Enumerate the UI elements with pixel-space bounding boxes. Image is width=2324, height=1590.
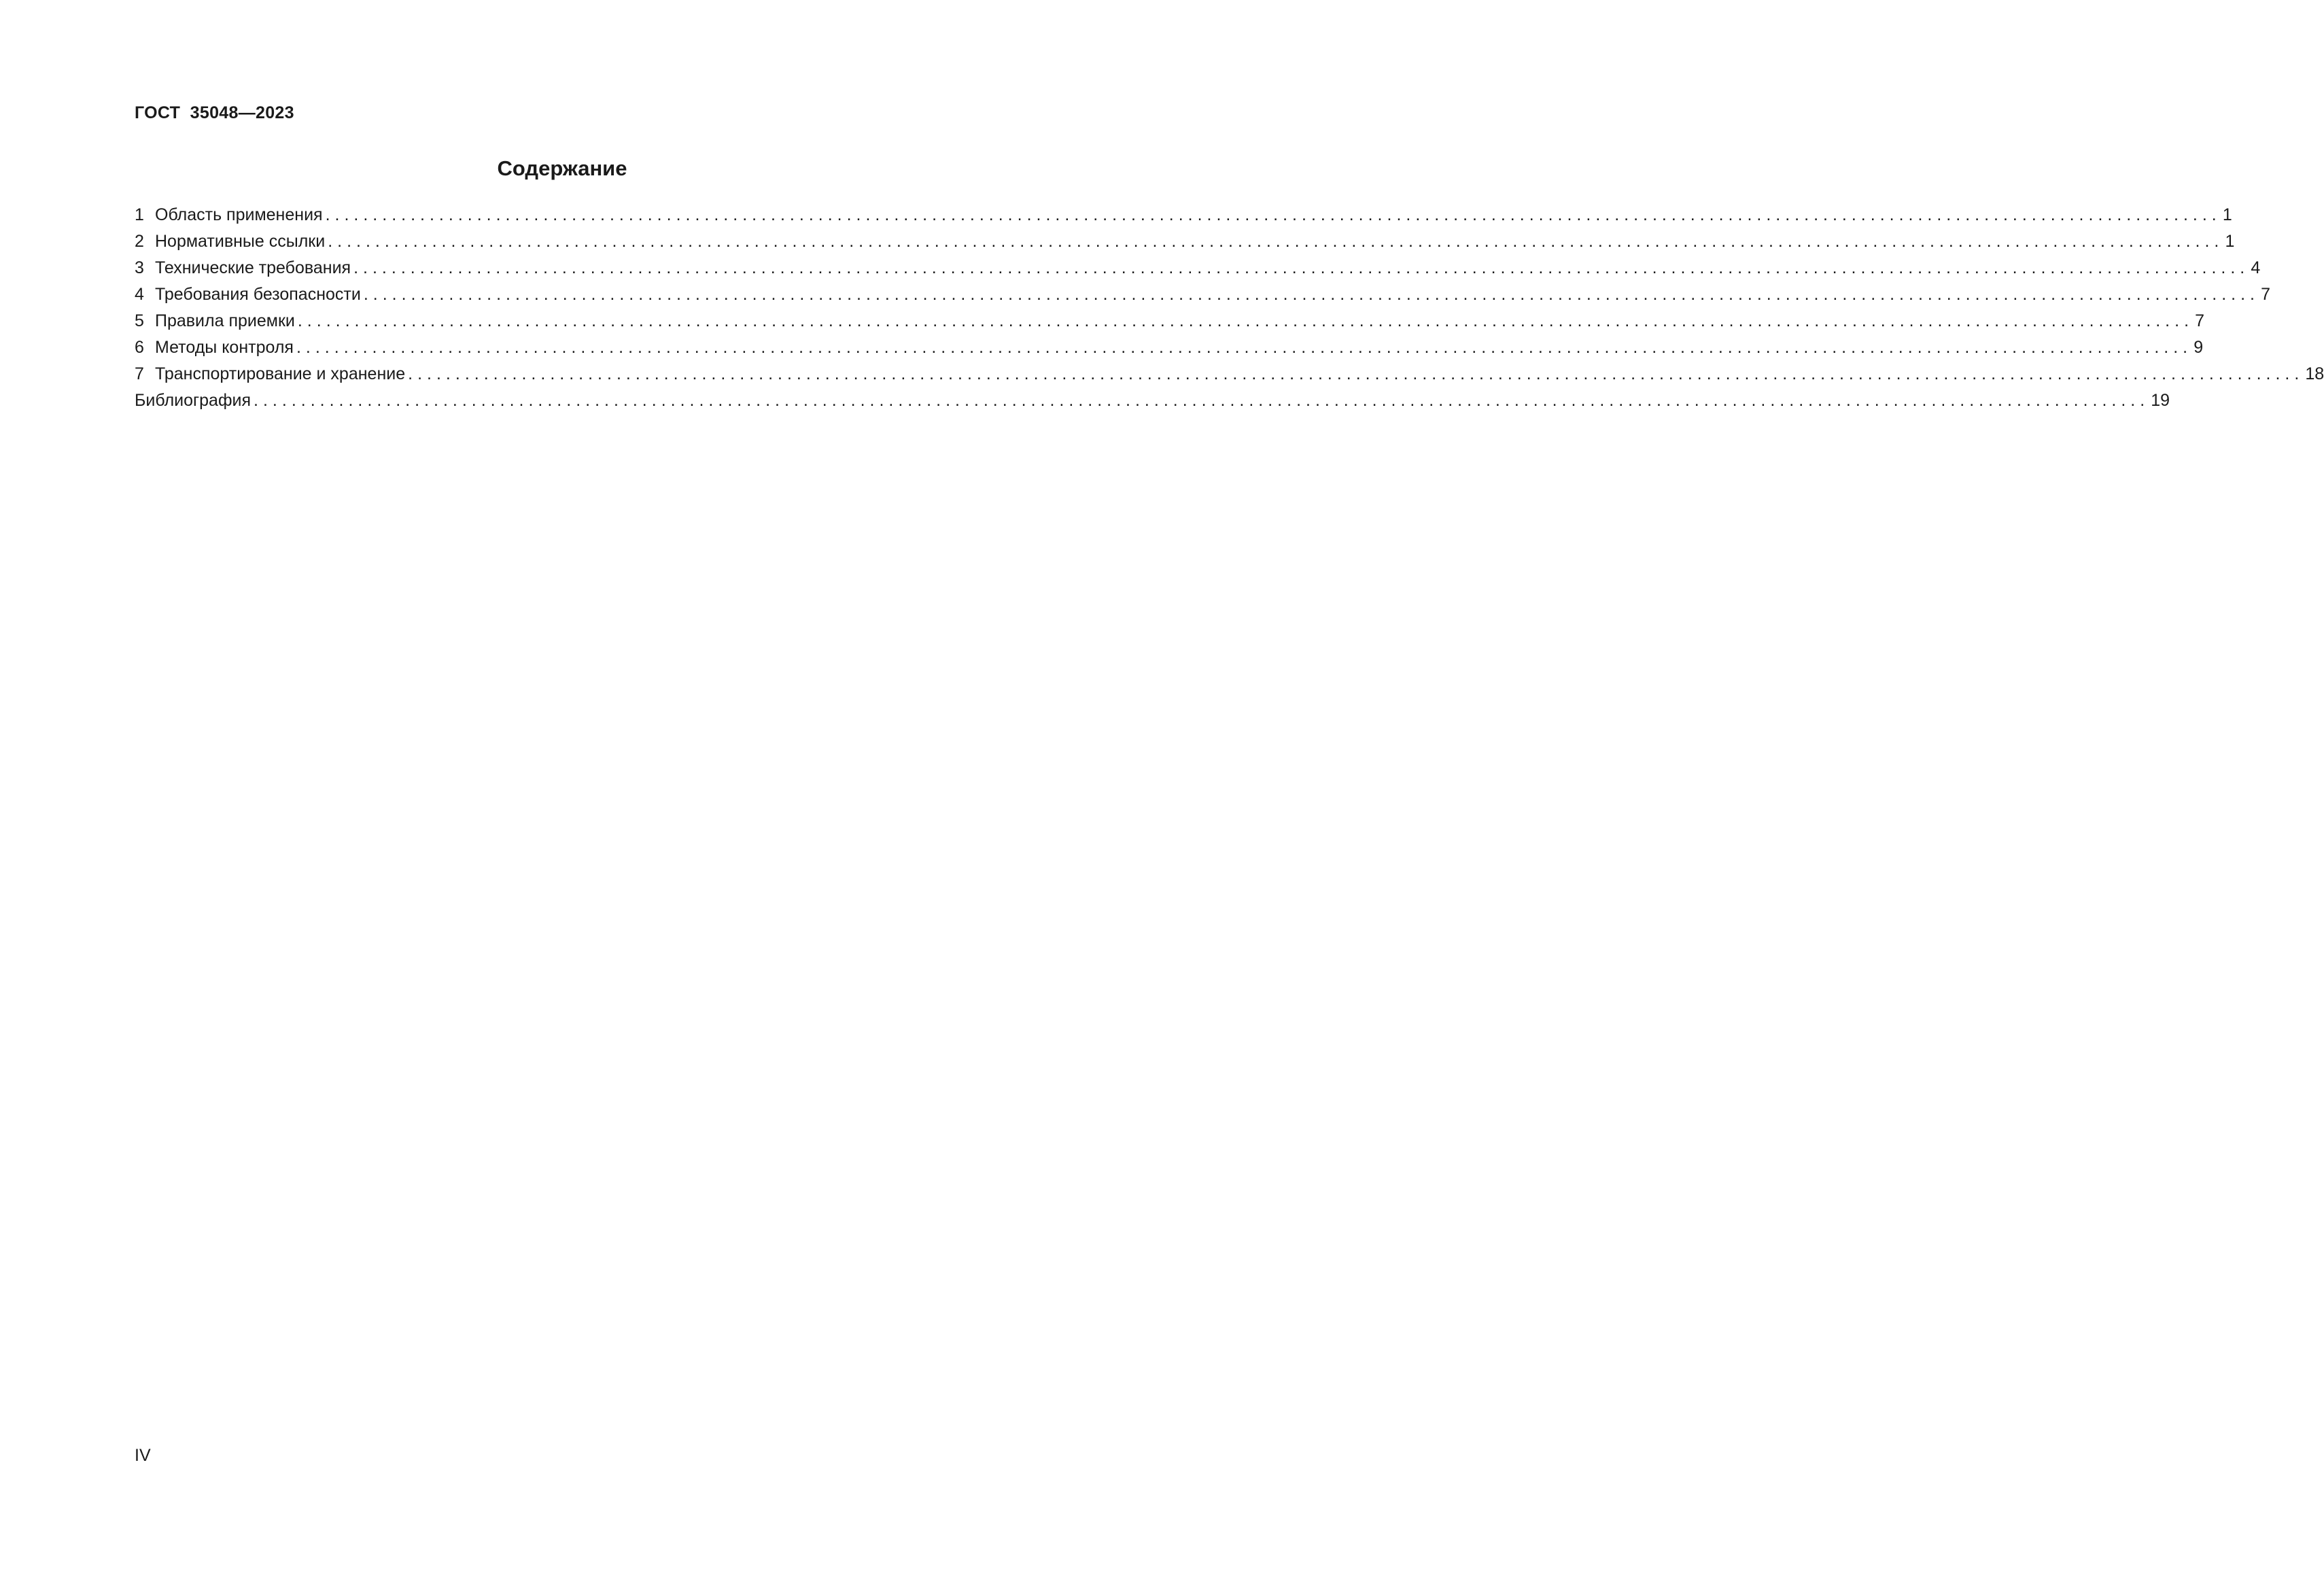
toc-entry-label: Транспортирование и хранение bbox=[155, 364, 406, 383]
toc-entry-label: Правила приемки bbox=[155, 311, 295, 330]
toc-title: Содержание bbox=[497, 156, 627, 180]
dot-leader: ........................................................................................................................................................................................................ bbox=[325, 205, 2221, 224]
dot-leader: ........................................................................................................................................................................................................ bbox=[363, 285, 2259, 304]
toc-entry-1[interactable] bbox=[135, 202, 2232, 228]
toc-entry-7[interactable] bbox=[135, 361, 2324, 387]
toc-entry-label: Требования безопасности bbox=[155, 285, 361, 304]
toc-entry-number: 5 bbox=[135, 311, 144, 330]
toc-entry-number: 1 bbox=[135, 205, 144, 224]
toc-entry-page: 4 bbox=[2251, 258, 2261, 277]
table-of-contents bbox=[135, 202, 2324, 414]
dot-leader: ........................................................................................................................................................................................................ bbox=[254, 391, 2150, 410]
dot-leader: ........................................................................................................................................................................................................ bbox=[328, 232, 2224, 251]
dot-leader: ........................................................................................................................................................................................................ bbox=[408, 364, 2304, 383]
toc-entry-label: Библиография bbox=[135, 391, 252, 410]
toc-entry-label: Область применения bbox=[155, 205, 323, 224]
toc-entry-4[interactable] bbox=[135, 281, 2270, 308]
toc-entry-label: Методы контроля bbox=[155, 338, 294, 357]
toc-entry-number: 4 bbox=[135, 285, 144, 304]
toc-entry-number: 7 bbox=[135, 364, 144, 383]
toc-entry-6[interactable] bbox=[135, 334, 2204, 361]
toc-entry-5[interactable] bbox=[135, 308, 2205, 334]
toc-entry-page: 1 bbox=[2222, 205, 2232, 224]
page-number: IV bbox=[135, 1446, 151, 1465]
toc-entry-bibliography[interactable] bbox=[135, 387, 2170, 414]
toc-entry-page: 18 bbox=[2305, 364, 2324, 383]
toc-entry-number: 3 bbox=[135, 258, 144, 277]
dot-leader: ........................................................................................................................................................................................................ bbox=[296, 338, 2193, 357]
toc-entry-page: 7 bbox=[2261, 285, 2270, 304]
toc-entry-2[interactable] bbox=[135, 228, 2235, 255]
toc-entry-3[interactable] bbox=[135, 255, 2261, 281]
toc-entry-label: Технические требования bbox=[155, 258, 351, 277]
toc-entry-number: 6 bbox=[135, 338, 144, 357]
toc-entry-page: 7 bbox=[2195, 311, 2205, 330]
toc-entry-number: 2 bbox=[135, 232, 144, 251]
toc-entry-label: Нормативные ссылки bbox=[155, 232, 326, 251]
dot-leader: ........................................................................................................................................................................................................ bbox=[297, 311, 2194, 330]
toc-entry-page: 9 bbox=[2193, 338, 2204, 357]
document-header: ГОСТ 35048—2023 bbox=[135, 103, 294, 122]
toc-entry-page: 1 bbox=[2225, 232, 2235, 251]
dot-leader: ........................................................................................................................................................................................................ bbox=[353, 258, 2250, 277]
toc-entry-page: 19 bbox=[2151, 391, 2170, 410]
